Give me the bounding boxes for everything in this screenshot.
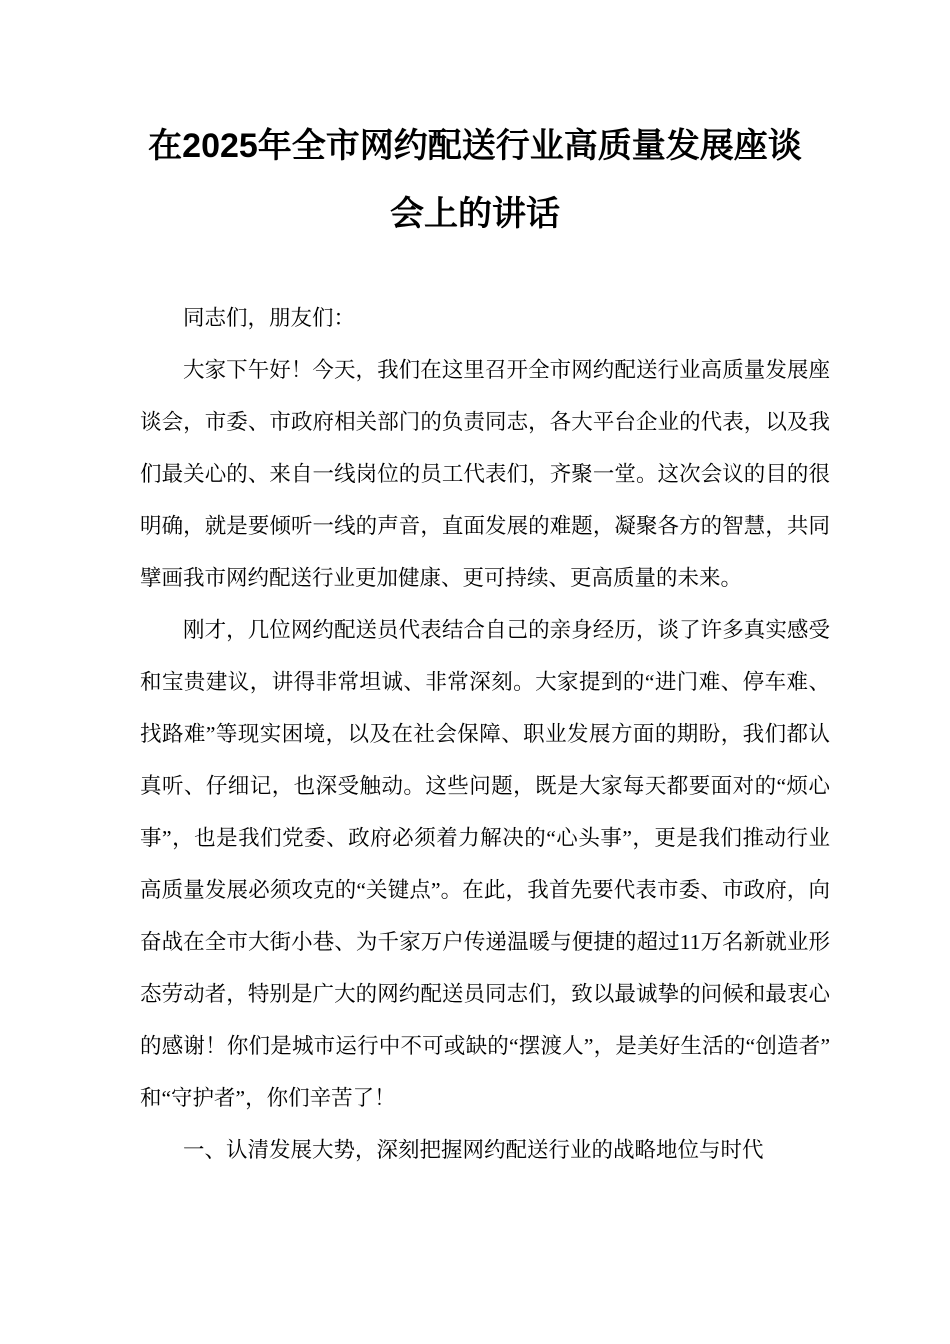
section-heading-1: 一、认清发展大势，深刻把握网约配送行业的战略地位与时代 — [183, 1138, 764, 1162]
body-paragraph-1: 大家下午好！今天，我们在这里召开全市网约配送行业高质量发展座谈会，市委、市政府相关部门的负责同志，各大平台企业的代表，以及我们最关心的、来自一线岗位的员工代表们，齐聚一堂。这次会议的目的很明确，就是要倾听一线的声音，直面发展的难题，凝聚各方的智慧，共同擘画我市网约配送行业更加健康、更可持续、更高质量的未来。 — [140, 358, 830, 590]
document-title: 在2025年全市网约配送行业高质量发展座谈会上的讲话 — [148, 127, 802, 233]
document-body — [0, 292, 950, 1176]
body-paragraph-2: 刚才，几位网约配送员代表结合自己的亲身经历，谈了许多真实感受和宝贵建议，讲得非常坦诚、非常深刻。大家提到的“进门难、停车难、找路难”等现实困境，以及在社会保障、职业发展方面的期盼，我们都认真听、仔细记，也深受触动。这些问题，既是大家每天都要面对的“烦心事”，也是我们党委、政府必须着力解决的“心头事”，更是我们推动行业高质量发展必须攻克的“关键点”。在此，我首先要代表市委、市政府，向奋战在全市大街小巷、为千家万户传递温暖与便捷的超过11万名新就业形态劳动者，特别是广大的网约配送员同志们，致以最诚挚的问候和最衷心的感谢！你们是城市运行中不可或缺的“摆渡人”，是美好生活的“创造者”和“守护者”，你们辛苦了！ — [140, 618, 830, 1110]
salutation-paragraph: 同志们，朋友们： — [183, 306, 356, 330]
